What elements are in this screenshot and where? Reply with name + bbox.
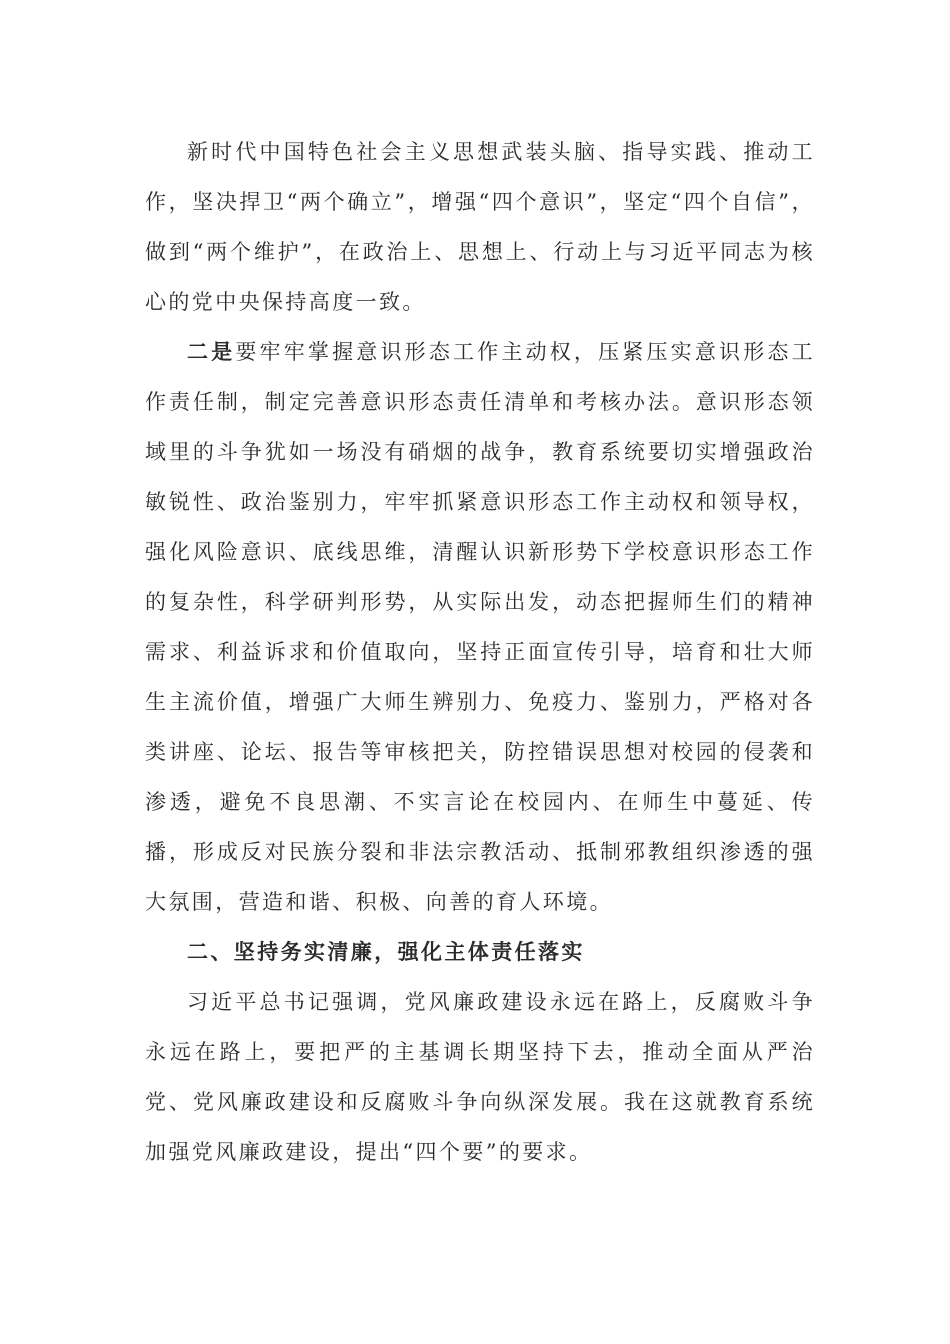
section-heading: 二、坚持务实清廉，强化主体责任落实 [187,940,585,964]
paragraph-anti-corruption: 习近平总书记强调，党风廉政建设永远在路上，反腐败斗争永远在路上，要把严的主基调长期坚持下去，推动全面从严治党、党风廉政建设和反腐败斗争向纵深发展。我在这就教育系统加强党风廉政建设，提出“四个要”的要求。 [145,990,815,1164]
paragraph-text: 要牢牢掌握意识形态工作主动权，压紧压实意识形态工作责任制，制定完善意识形态责任清单和考核办法。意识形态领域里的斗争犹如一场没有硝烟的战争，教育系统要切实增强政治敏锐性、政治鉴别力，牢牢抓紧意识形态工作主动权和领导权，强化风险意识、底线思维，清醒认识新形势下学校意识形态工作的复杂性，科学研判形势，从实际出发，动态把握师生们的精神需求、利益诉求和价值取向，坚持正面宣传引导，培育和壮大师生主流价值，增强广大师生辨别力、免疫力、鉴别力，严格对各类讲座、论坛、报告等审核把关，防控错误思想对校园的侵袭和渗透，避免不良思潮、不实言论在校园内、在师生中蔓延、传播，形成反对民族分裂和非法宗教活动、抵制邪教组织渗透的强大氛围，营造和谐、积极、向善的育人环境。 [145,340,815,914]
paragraph-lead: 二是 [187,339,236,364]
paragraph-ideology-work [145,327,815,927]
document-page [145,127,815,1177]
paragraph-political-alignment [145,127,815,327]
paragraph-text: 新时代中国特色社会主义思想武装头脑、指导实践、推动工作，坚决捍卫“两个确立”，增强“四个意识”，坚定“四个自信”，做到“两个维护”，在政治上、思想上、行动上与习近平同志为核心的党中央保持高度一致。 [145,140,815,314]
